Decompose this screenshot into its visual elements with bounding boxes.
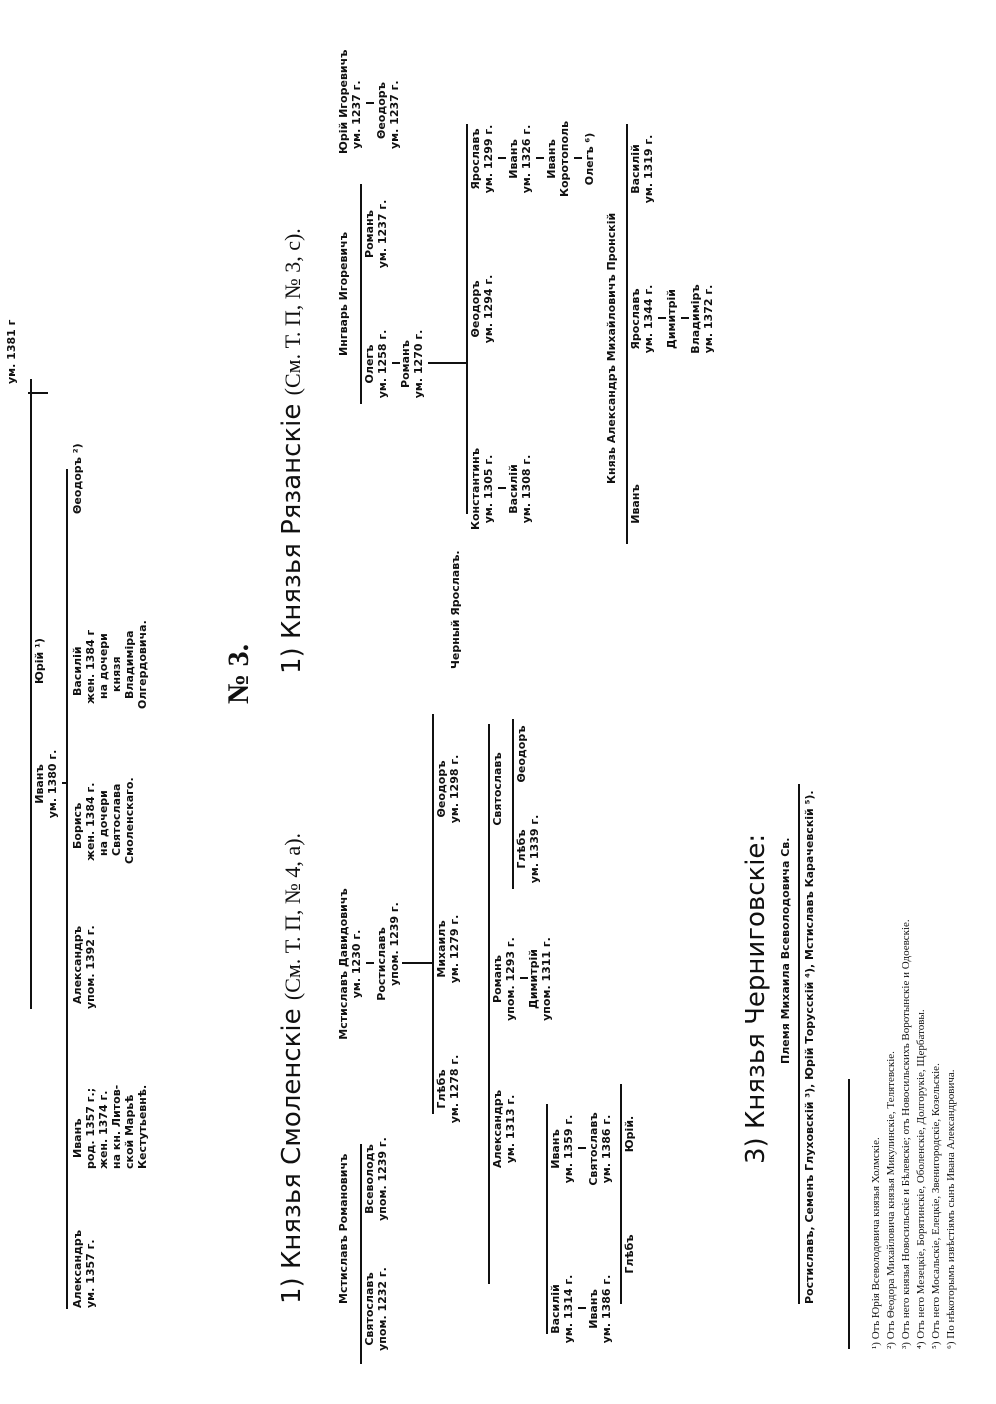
mikhail-name: Михаилъ	[435, 920, 448, 978]
smolensk-subtitle: (См. Т. П, № 4, а).	[280, 832, 305, 1001]
footnote-1: ¹) Отъ Юрія Всеволодовича князья Холмскіе.	[870, 1137, 882, 1349]
vasili-name: Василій	[549, 1284, 562, 1334]
vsevolod-name: Всеволодъ	[363, 1144, 376, 1214]
roman-name: Романъ	[491, 955, 504, 1003]
gleb3-name: Глѣбъ	[623, 1234, 636, 1274]
child-name: Александръ	[71, 1229, 84, 1308]
tree-line	[536, 158, 544, 160]
mstislav-davidovich-note: ум. 1230 г.	[350, 929, 363, 999]
child-name: Александръ	[71, 925, 84, 1004]
footnote-rule	[848, 1079, 850, 1349]
feodor2-name: Θеодоръ	[515, 725, 528, 783]
child-note: Смоленскаго.	[123, 777, 136, 864]
ivan-note: ум. 1359 г.	[562, 1114, 575, 1184]
roman-note: упом. 1293 г.	[504, 937, 517, 1021]
tree-line	[66, 469, 68, 1309]
child-note: род. 1357 г.;	[84, 1087, 97, 1169]
yuri-smolensk: Юрій.	[623, 1115, 636, 1153]
rostislav-name: Ростиславъ	[375, 927, 388, 1001]
tree-line	[30, 379, 32, 1009]
ivan-name: Иванъ	[507, 139, 520, 179]
vsevolod-note: упом. 1239 г.	[376, 1137, 389, 1221]
child-note: Кестутьевнѣ.	[136, 1084, 149, 1169]
child-note: жен. 1384 г	[84, 629, 97, 704]
roman-name: Романъ	[363, 210, 376, 258]
child-note: жен. 1384 г.	[84, 782, 97, 861]
ivan-note: ум. 1380 г.	[46, 749, 59, 819]
child-note: ской Марьѣ	[123, 1094, 136, 1169]
child-note: на дочери	[97, 633, 110, 699]
vasili-note: ум. 1314 г.	[562, 1274, 575, 1344]
child-note: Олгердовича.	[136, 620, 149, 709]
tree-line	[432, 714, 434, 1114]
vasili-p-note: ум. 1319 г.	[642, 134, 655, 204]
ivan2-name: Иванъ	[587, 1289, 600, 1329]
child-note: ум. 1357 г.	[84, 1239, 97, 1308]
ivan-name: Иванъ	[33, 764, 46, 804]
ivan-k-name: Иванъ	[545, 139, 558, 179]
child-note: на дочери	[97, 790, 110, 856]
tree-line	[428, 363, 466, 365]
feodor-note: ум. 1298 г.	[448, 754, 461, 824]
feodor-y-note: ум. 1237 г.	[388, 80, 401, 149]
mstislav-davidovich: Мстиславъ Давидовичъ	[337, 888, 350, 1040]
yaroslav-name: Ярославъ	[469, 128, 482, 190]
tree-line	[498, 488, 506, 490]
ryazan-subtitle: (См. Т. П, № 3, с).	[280, 228, 305, 396]
ryazan-title	[278, 228, 308, 674]
gleb2-note: ум. 1339 г.	[528, 814, 541, 884]
child-note: упом. 1392 г.	[84, 925, 97, 1009]
child-name: Борисъ	[71, 802, 84, 849]
chernigov-title: 3) Князья Черниговскіе:	[741, 833, 771, 1164]
tree-line	[402, 963, 432, 965]
tree-line	[578, 1148, 586, 1150]
child-name: Василій	[71, 646, 84, 696]
chernigov-descendants: Ростиславъ, Семенъ Глуховскій ³), Юрій Торусскій ⁴), Мстиславъ Карачевскій ⁵).	[803, 790, 816, 1304]
gleb-name: Глѣбъ	[435, 1069, 448, 1109]
yuri-igorevich-note: ум. 1237 г.	[350, 80, 363, 149]
feodor-note: ум. 1294 г.	[482, 274, 495, 344]
chernigov-plemya: Племя Михаила Всеволодовича Св.	[779, 837, 792, 1064]
tree-line	[578, 1308, 586, 1310]
roman2-note: ум. 1270 г.	[412, 329, 425, 399]
vladimir-p-name: Владиміръ	[689, 284, 702, 354]
dimitri-note: упом. 1311 г.	[540, 937, 553, 1021]
ivan-name: Иванъ	[549, 1129, 562, 1169]
smolensk-title	[278, 833, 308, 1304]
roman2-name: Романъ	[399, 340, 412, 388]
footnote-2: ²) Отъ Θеодора Михайловича князья Микулинскіе, Телятевскіе.	[885, 1051, 897, 1349]
vasili-name: Василій	[507, 464, 520, 514]
footnote-5: ⁵) Отъ него Мосальскіе, Елецкіе, Звенигородскіе, Козельскіе.	[930, 1063, 942, 1349]
ivan-k-note: Коротополь	[558, 120, 571, 198]
ivan2-note: ум. 1386 г.	[600, 1274, 613, 1344]
svyatoslav3-name: Святославъ	[587, 1112, 600, 1186]
tree-line	[466, 124, 468, 514]
oleg-name: Олегъ	[363, 344, 376, 384]
dimitri-p-name: Димитрій	[665, 289, 678, 349]
tree-line	[574, 158, 582, 160]
vladimir-p-note: ум. 1372 г.	[702, 284, 715, 354]
mikhail-note: ум. 1279 г.	[448, 914, 461, 984]
feodor-name: Θеодоръ	[469, 280, 482, 338]
cherny-yaroslav: Черный Ярославъ.	[449, 550, 462, 669]
konstantin-note: ум. 1305 г.	[482, 454, 495, 524]
tree-line	[366, 963, 374, 965]
yaroslav-p-note: ум. 1344 г.	[642, 284, 655, 354]
svyatoslav3-note: ум. 1386 г.	[600, 1114, 613, 1184]
yuri-igorevich: Юрій Игоревичъ	[337, 49, 350, 154]
roman-note: ум. 1237 г.	[376, 199, 389, 269]
tree-line	[360, 1144, 362, 1364]
child-note: Святослава	[110, 783, 123, 856]
tree-line	[366, 103, 374, 105]
oleg6: Олегъ ⁶)	[583, 132, 596, 186]
oleg-note: ум. 1258 г.	[376, 329, 389, 399]
svyatoslav-name: Святославъ	[363, 1272, 376, 1346]
feodor-y-name: Θеодоръ	[375, 82, 388, 139]
page-number-mark: № 3.	[222, 643, 255, 704]
alexander-note: ум. 1313 г.	[504, 1094, 517, 1164]
svyatoslav2-name: Святославъ	[491, 752, 504, 826]
child-note: жен. 1374 г.	[97, 1090, 110, 1169]
vasili-note: ум. 1308 г.	[520, 454, 533, 524]
tree-line	[512, 719, 514, 889]
tree-line	[498, 158, 506, 160]
feodor-name: Θеодоръ	[435, 760, 448, 818]
tree-line	[798, 784, 800, 1304]
footnote-3: ³) Отъ него князья Новосильскіе и Бѣлевскіе; отъ Новосильскихъ Воротынскіе и Одоевскіе.	[900, 919, 912, 1349]
ivan-note: ум. 1326 г.	[520, 124, 533, 194]
ingvar: Ингварь Игоревичъ	[337, 232, 350, 356]
tree-line	[626, 124, 628, 544]
alexander-name: Александръ	[491, 1089, 504, 1169]
child-note: на кн. Литов-	[110, 1084, 123, 1169]
pronsky: Князь Александръ Михайловичъ Пронскій	[605, 212, 618, 484]
mstislav-romanovich: Мстиславъ Романовичъ	[337, 1153, 350, 1304]
tree-line	[488, 724, 490, 1284]
footnote-4: ⁴) Отъ него Мезецкіе, Борятинскіе, Оболенскіе, Долгорукіе, Щербатовы.	[915, 1009, 927, 1349]
footnote-6: ⁶) По нѣкоторымъ извѣстіямъ сынъ Ивана Александровича.	[945, 1069, 957, 1349]
ivan-p-name: Иванъ	[629, 484, 642, 524]
rostislav-note: упом. 1239 г.	[388, 902, 401, 986]
yaroslav-note: ум. 1299 г.	[482, 124, 495, 194]
died-1381: ум. 1381 г	[5, 319, 18, 384]
gleb-note: ум. 1278 г.	[448, 1054, 461, 1124]
dimitri-name: Димитрій	[527, 949, 540, 1009]
gleb2-name: Глѣбъ	[515, 829, 528, 869]
child-note: Владиміра	[123, 630, 136, 699]
child-note: князя	[110, 656, 123, 692]
tree-line	[360, 184, 362, 404]
smolensk-title-text: 1) Князья Смоленскіе	[277, 1008, 307, 1304]
yuri-name: Юрій ¹)	[33, 638, 46, 684]
svyatoslav-note: упом. 1232 г.	[376, 1267, 389, 1351]
vasili-p-name: Василій	[629, 144, 642, 194]
konstantin-name: Константинъ	[469, 447, 482, 531]
tree-line	[546, 1104, 548, 1334]
child-name: Иванъ	[71, 1118, 84, 1158]
tree-line	[681, 318, 689, 320]
tree-line	[62, 783, 68, 785]
yaroslav-p-name: Ярославъ	[629, 288, 642, 350]
tree-line	[620, 1084, 622, 1304]
child-name: Θеодоръ ²)	[71, 443, 84, 514]
ryazan-title-text: 1) Князья Рязанскіе	[277, 403, 307, 674]
